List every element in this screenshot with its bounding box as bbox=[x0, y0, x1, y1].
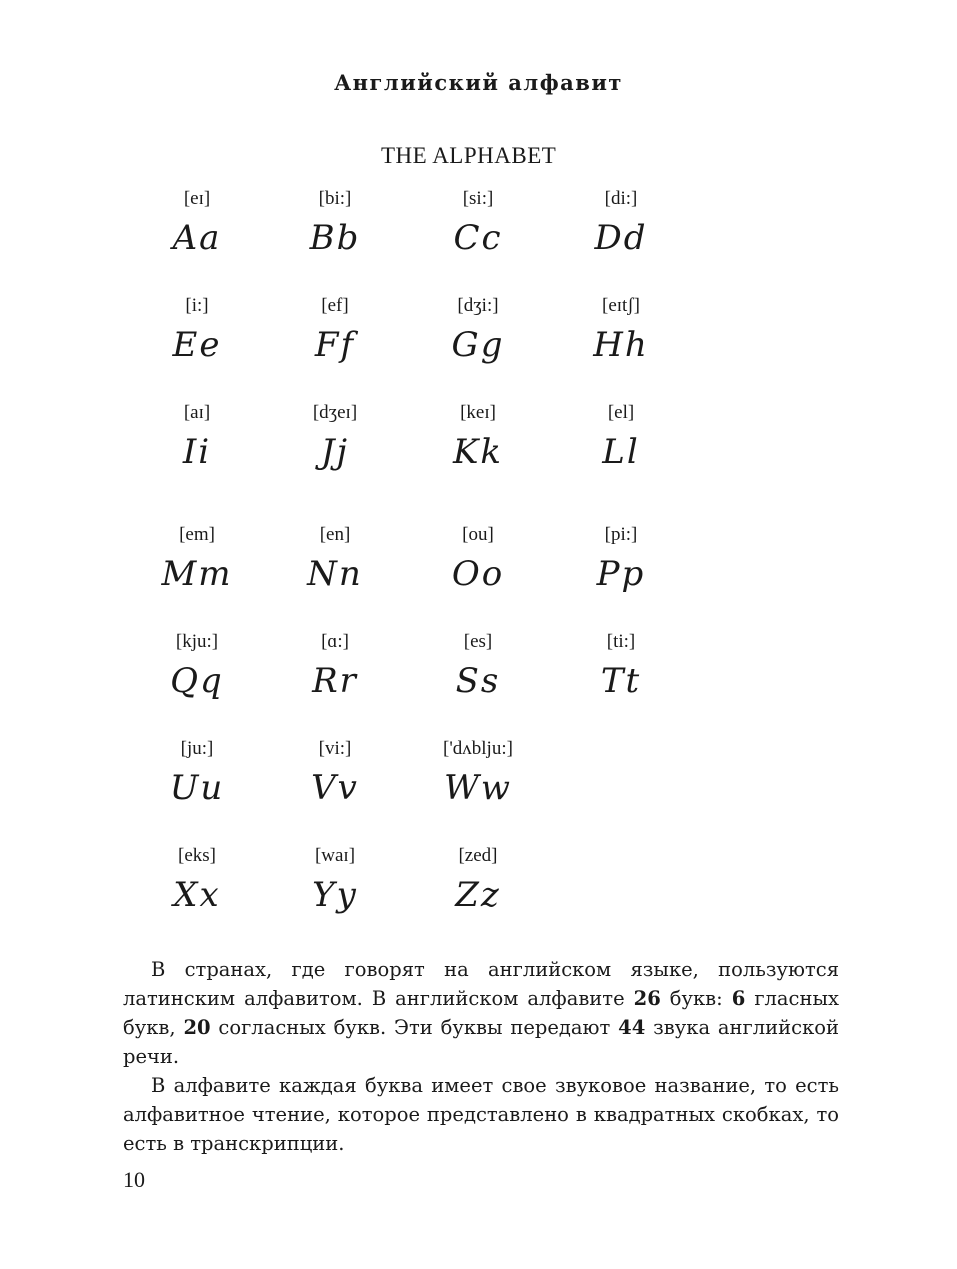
alphabet-cell bbox=[260, 738, 410, 808]
letter-pair: Cc bbox=[453, 218, 503, 258]
letter-pair: Xx bbox=[173, 875, 221, 915]
letter-pair: Ii bbox=[182, 432, 212, 472]
paragraph-intro-text-3: гласных букв, bbox=[123, 987, 839, 1039]
alphabet-cell bbox=[122, 845, 272, 915]
letter-transcription: [kju:] bbox=[175, 631, 219, 652]
letter-pair: Bb bbox=[309, 218, 361, 258]
paragraph-transcription-text: В алфавите каждая буква имеет свое звуковое название, то есть алфавитное чтение, которое представлено в квадратных скобках, то есть в транскрипции. bbox=[123, 1074, 839, 1155]
letter-transcription: [eks] bbox=[178, 845, 216, 866]
letter-transcription: [eɪtʃ] bbox=[602, 295, 640, 316]
letter-pair: Rr bbox=[312, 661, 358, 701]
letter-pair: Gg bbox=[451, 325, 505, 365]
alphabet-cell bbox=[403, 402, 553, 472]
paragraph-intro-text-1: В странах, где говорят на английском языке, пользуются латинским алфавитом. В английском алфавите bbox=[123, 958, 839, 1010]
letter-pair: Jj bbox=[320, 432, 350, 472]
paragraph-transcription bbox=[123, 1071, 839, 1158]
letter-pair: Mm bbox=[161, 554, 233, 594]
letter-transcription: [en] bbox=[319, 524, 351, 545]
alphabet-cell bbox=[260, 845, 410, 915]
letter-transcription: [pi:] bbox=[604, 524, 638, 545]
alphabet-cell bbox=[546, 188, 696, 258]
alphabet-cell bbox=[403, 631, 553, 701]
alphabet-cell bbox=[122, 524, 272, 594]
letter-pair: Hh bbox=[593, 325, 649, 365]
letter-pair: Pp bbox=[596, 554, 646, 594]
letter-transcription: [ou] bbox=[462, 524, 494, 545]
alphabet-cell bbox=[122, 188, 272, 258]
sound-count: 44 bbox=[618, 1016, 646, 1039]
letter-count: 26 bbox=[633, 987, 661, 1010]
alphabet-cell bbox=[546, 524, 696, 594]
letter-transcription: [zed] bbox=[458, 845, 498, 866]
consonant-count: 20 bbox=[183, 1016, 211, 1039]
paragraph-intro-text-5: звука английской речи. bbox=[123, 1016, 839, 1068]
letter-pair: Uu bbox=[169, 768, 225, 808]
letter-transcription: [ju:] bbox=[180, 738, 214, 759]
letter-transcription: [i:] bbox=[185, 295, 209, 316]
alphabet-cell bbox=[260, 631, 410, 701]
letter-transcription: [di:] bbox=[604, 188, 638, 209]
letter-transcription: [keɪ] bbox=[460, 402, 496, 423]
letter-pair: Dd bbox=[594, 218, 648, 258]
alphabet-cell bbox=[260, 295, 410, 365]
letter-pair: Zz bbox=[455, 875, 501, 915]
letter-pair: Ff bbox=[314, 325, 356, 365]
letter-transcription: [si:] bbox=[462, 188, 494, 209]
letter-transcription: ['dʌblju:] bbox=[443, 738, 513, 759]
letter-transcription: [waɪ] bbox=[314, 845, 356, 866]
alphabet-cell bbox=[403, 845, 553, 915]
letter-pair: Qq bbox=[170, 661, 224, 701]
letter-pair: Ww bbox=[443, 768, 513, 808]
letter-pair: Kk bbox=[452, 432, 503, 472]
letter-transcription: [ef] bbox=[321, 295, 349, 316]
alphabet-cell bbox=[403, 524, 553, 594]
paragraph-intro bbox=[123, 955, 839, 1071]
alphabet-cell bbox=[546, 402, 696, 472]
letter-pair: Oo bbox=[451, 554, 505, 594]
letter-pair: Tt bbox=[600, 661, 642, 701]
alphabet-cell bbox=[403, 295, 553, 365]
vowel-count: 6 bbox=[731, 987, 746, 1010]
letter-pair: Yy bbox=[312, 875, 358, 915]
letter-transcription: [vi:] bbox=[318, 738, 352, 759]
letter-transcription: [dʒi:] bbox=[457, 295, 499, 316]
page-number: 10 bbox=[123, 1167, 145, 1192]
alphabet-cell bbox=[260, 188, 410, 258]
page-title: Английский алфавит bbox=[334, 70, 623, 95]
alphabet-cell bbox=[260, 402, 410, 472]
alphabet-cell bbox=[122, 402, 272, 472]
letter-pair: Ll bbox=[602, 432, 640, 472]
letter-transcription: [ɑ:] bbox=[321, 631, 349, 652]
letter-transcription: [ti:] bbox=[606, 631, 636, 652]
paragraph-intro-text-4: согласных букв. Эти буквы передают bbox=[210, 1016, 619, 1039]
alphabet-cell bbox=[403, 738, 553, 808]
section-title: THE ALPHABET bbox=[381, 143, 557, 168]
alphabet-cell bbox=[122, 738, 272, 808]
alphabet-cell bbox=[122, 631, 272, 701]
letter-transcription: [dʒeɪ] bbox=[312, 402, 358, 423]
letter-pair: Nn bbox=[307, 554, 363, 594]
letter-transcription: [es] bbox=[463, 631, 493, 652]
letter-transcription: [el] bbox=[607, 402, 635, 423]
letter-pair: Aa bbox=[172, 218, 222, 258]
paragraph-intro-text-2: букв: bbox=[660, 987, 732, 1010]
letter-transcription: [eɪ] bbox=[183, 188, 211, 209]
alphabet-cell bbox=[260, 524, 410, 594]
letter-transcription: [em] bbox=[179, 524, 215, 545]
alphabet-cell bbox=[403, 188, 553, 258]
letter-transcription: [bi:] bbox=[318, 188, 352, 209]
alphabet-cell bbox=[546, 295, 696, 365]
letter-pair: Ee bbox=[172, 325, 222, 365]
letter-pair: Vv bbox=[311, 768, 359, 808]
letter-transcription: [aɪ] bbox=[183, 402, 211, 423]
letter-pair: Ss bbox=[455, 661, 501, 701]
alphabet-cell bbox=[546, 631, 696, 701]
alphabet-cell bbox=[122, 295, 272, 365]
